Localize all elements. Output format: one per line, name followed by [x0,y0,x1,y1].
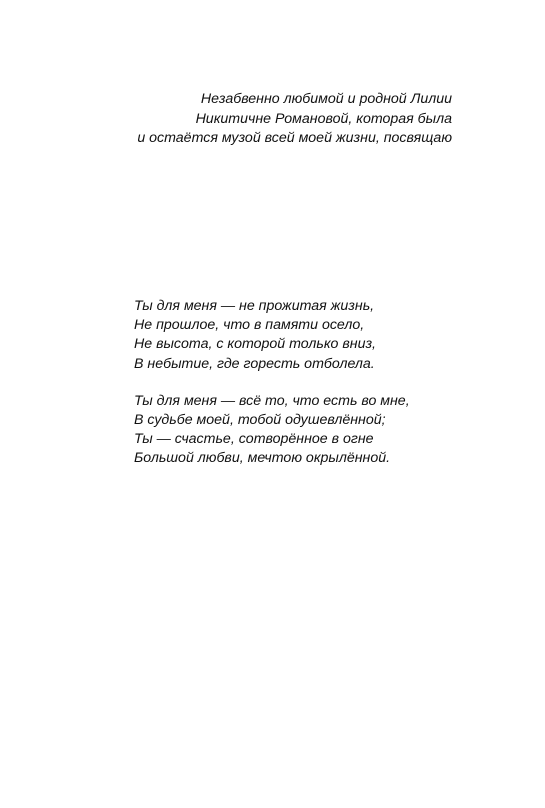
poem-line: Не высота, с которой только вниз, [134,336,376,353]
poem-line: Ты — счастье, сотворённое в огне [134,431,374,448]
poem-line: Ты для меня — не прожитая жизнь, [134,298,375,314]
poem-line: Большой любви, мечтою окрылённой. [134,450,391,467]
poem-stanza [134,297,454,374]
dedication-line: Незабвенно любимой и родной Лилии [200,91,452,107]
dedication-line: и остаётся музой всей моей жизни, посвящаю [137,130,452,146]
poem [134,297,454,469]
dedication [52,90,452,149]
poem-line: В небытие, где горесть отболела. [134,355,375,372]
poem-line: Ты для меня — всё то, что есть во мне, [134,392,410,409]
poem-line: В судьбе моей, тобой одушевлённой; [134,412,386,429]
poem-line: Не прошлое, что в памяти осело, [134,317,365,334]
poem-stanza [134,392,454,469]
dedication-line: Никитичне Романовой, которая была [195,110,452,127]
